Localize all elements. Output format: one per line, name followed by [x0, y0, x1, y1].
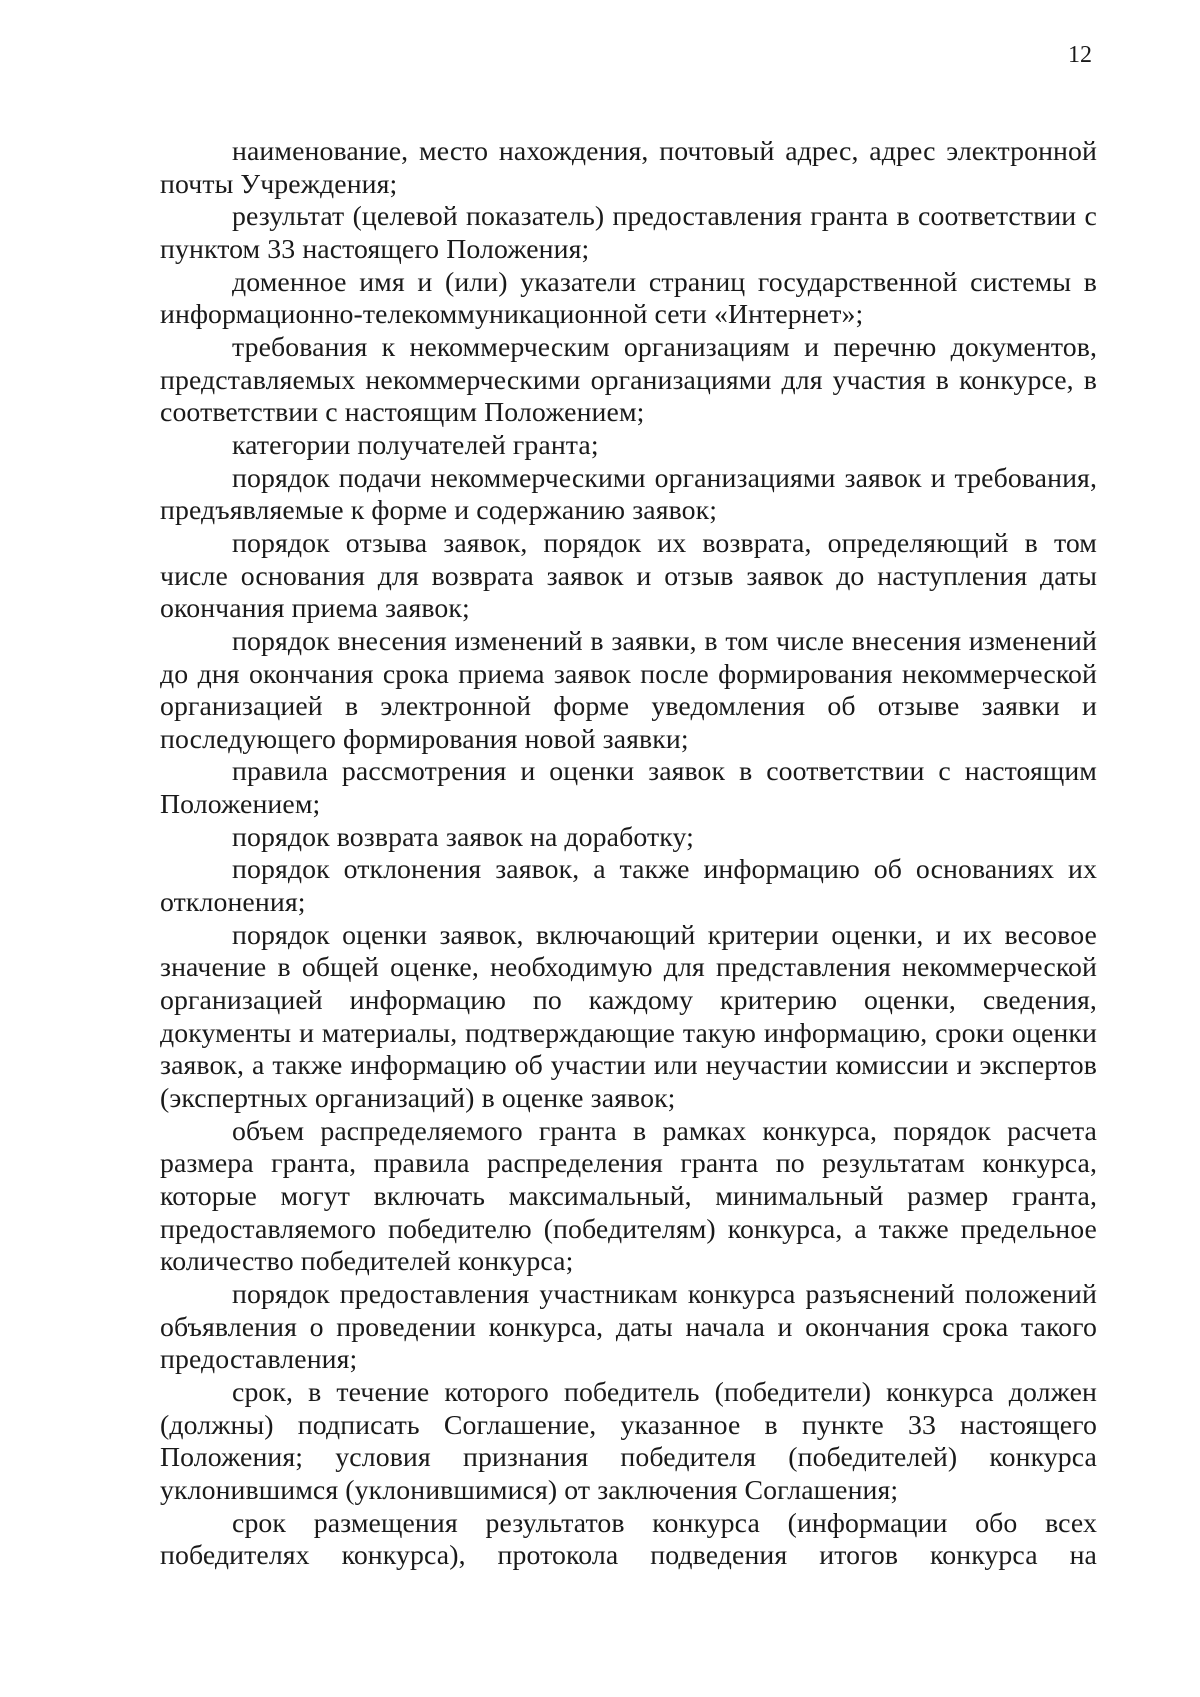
- document-body: [160, 136, 1097, 1573]
- paragraph: доменное имя и (или) указатели страниц государственной системы в информационно-телекоммуникационной сети «Интернет»;: [160, 266, 1097, 331]
- paragraph: порядок оценки заявок, включающий критерии оценки, и их весовое значение в общей оценке, необходимую для представления некоммерческой организацией информацию по каждому критерию оценки, сведения, документы и материалы, подтверждающие такую информацию, сроки оценки заявок, а также информацию об участии или неучастии комиссии и экспертов (экспертных организаций) в оценке заявок;: [160, 919, 1097, 1115]
- paragraph: порядок предоставления участникам конкурса разъяснений положений объявления о проведении конкурса, даты начала и окончания срока такого предоставления;: [160, 1278, 1097, 1376]
- paragraph: объем распределяемого гранта в рамках конкурса, порядок расчета размера гранта, правила распределения гранта по результатам конкурса, которые могут включать максимальный, минимальный размер гранта, предоставляемого победителю (победителям) конкурса, а также предельное количество победителей конкурса;: [160, 1115, 1097, 1278]
- paragraph: порядок подачи некоммерческими организациями заявок и требования, предъявляемые к форме и содержанию заявок;: [160, 462, 1097, 527]
- paragraph: порядок возврата заявок на доработку;: [232, 821, 694, 853]
- paragraph: требования к некоммерческим организациям и перечню документов, представляемых некоммерческими организациями для участия в конкурсе, в соответствии с настоящим Положением;: [160, 331, 1097, 429]
- page-number: 12: [1068, 42, 1092, 68]
- paragraph: порядок отклонения заявок, а также информацию об основаниях их отклонения;: [160, 854, 1097, 919]
- paragraph: наименование, место нахождения, почтовый адрес, адрес электронной почты Учреждения;: [160, 136, 1097, 200]
- paragraph-continued: срок размещения результатов конкурса (информации обо всех победителях конкурса), протокола подведения итогов конкурса на: [160, 1507, 1097, 1572]
- paragraph: порядок отзыва заявок, порядок их возврата, определяющий в том числе основания для возврата заявок и отзыв заявок до наступления даты окончания приема заявок;: [160, 527, 1097, 625]
- paragraph: категории получателей гранта;: [232, 429, 599, 461]
- paragraph: порядок внесения изменений в заявки, в том числе внесения изменений до дня окончания срока приема заявок после формирования некоммерческой организацией в электронной форме уведомления об отзыве заявки и последующего формирования новой заявки;: [160, 625, 1097, 755]
- paragraph: срок, в течение которого победитель (победители) конкурса должен (должны) подписать Соглашение, указанное в пункте 33 настоящего Положения; условия признания победителя (победителей) конкурса уклонившимся (уклонившимися) от заключения Соглашения;: [160, 1376, 1097, 1506]
- paragraph: правила рассмотрения и оценки заявок в соответствии с настоящим Положением;: [160, 756, 1097, 821]
- paragraph: результат (целевой показатель) предоставления гранта в соответствии с пунктом 33 настоящего Положения;: [160, 201, 1097, 265]
